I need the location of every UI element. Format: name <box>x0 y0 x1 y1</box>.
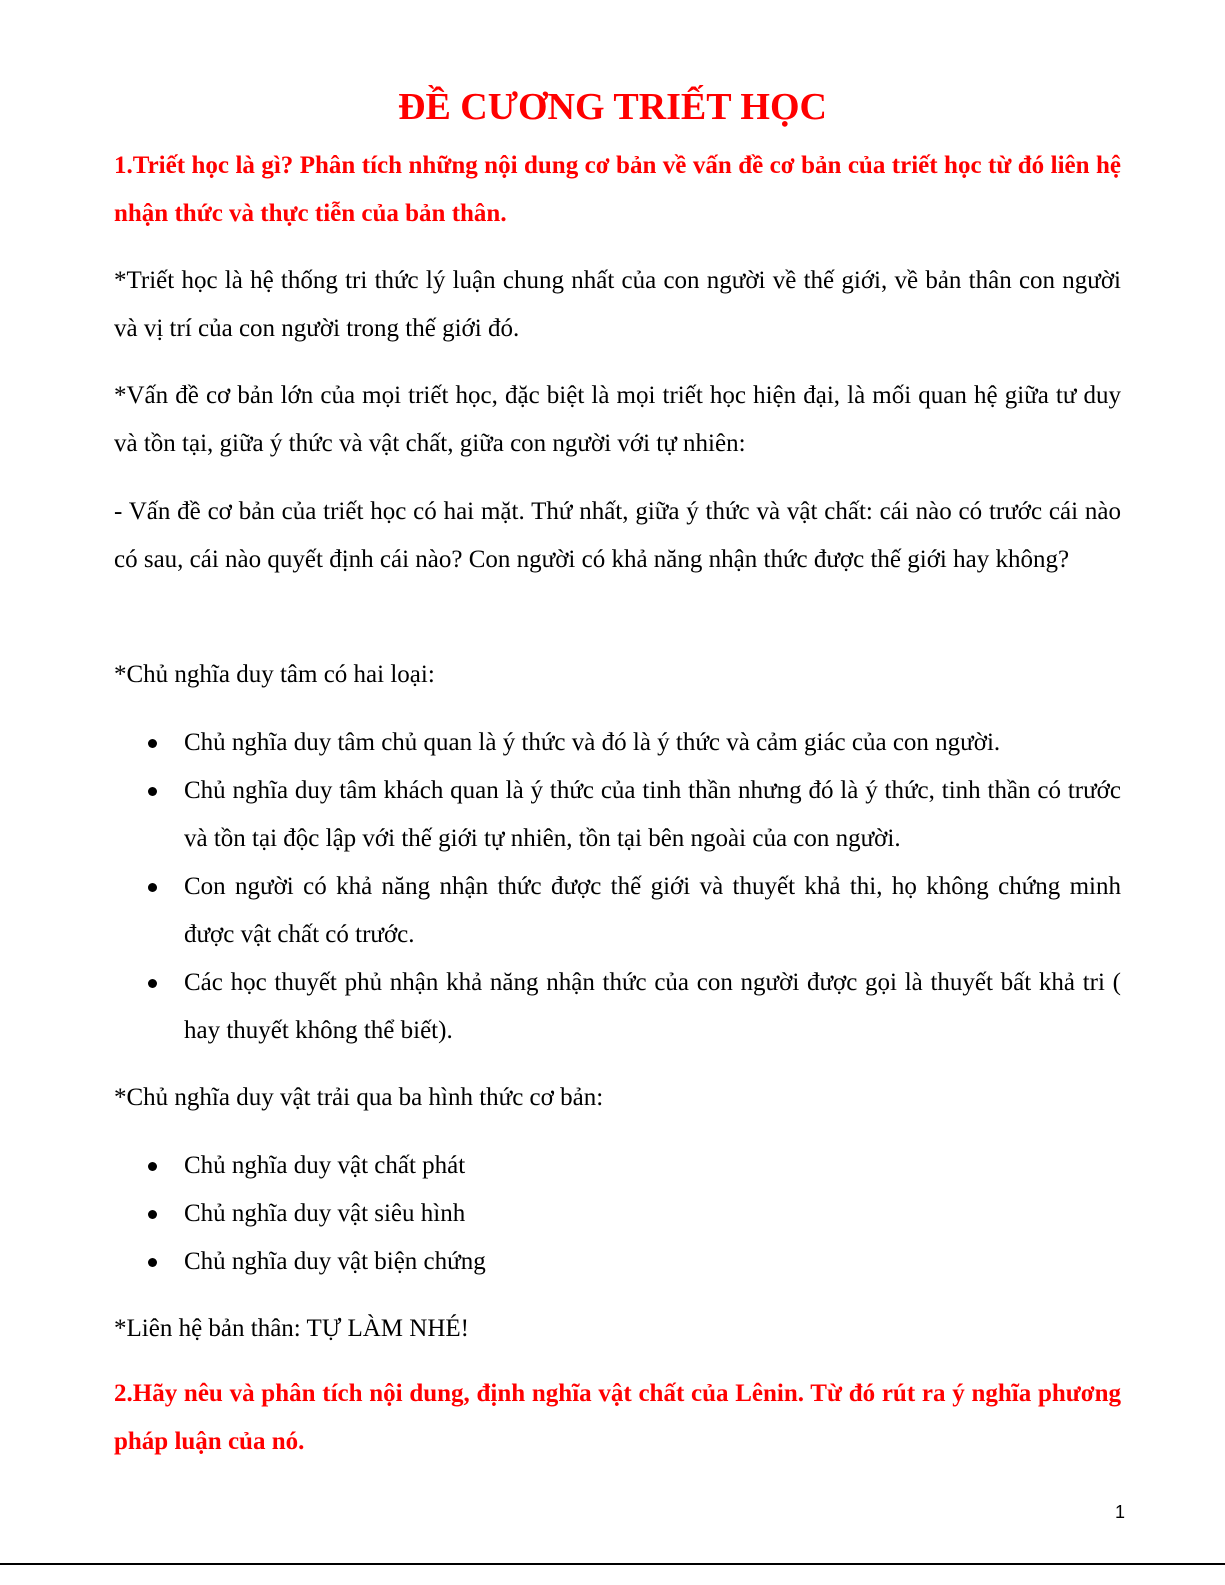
bullet-icon <box>148 883 157 892</box>
bullet-icon <box>148 739 157 748</box>
bullet-icon <box>148 787 157 796</box>
list-item: Các học thuyết phủ nhận khả năng nhận thức của con người được gọi là thuyết bất khả tri ( hay thuyết không thể biết). <box>114 959 1121 1055</box>
bullet-icon <box>148 1210 157 1219</box>
question-2-heading: 2.Hãy nêu và phân tích nội dung, định nghĩa vật chất của Lênin. Từ đó rút ra ý nghĩa phương pháp luận của nó. <box>114 1380 1121 1455</box>
list-item: Chủ nghĩa duy tâm khách quan là ý thức của tinh thần nhưng đó là ý thức, tinh thần có trước và tồn tại độc lập với thế giới tự nhiên, tồn tại bên ngoài của con người. <box>114 767 1121 863</box>
paragraph-definition: *Triết học là hệ thống tri thức lý luận chung nhất của con người về thế giới, về bản thân con người và vị trí của con người trong thế giới đó. <box>114 267 1121 342</box>
paragraph-idealism-intro: *Chủ nghĩa duy tâm có hai loại: <box>114 661 435 688</box>
paragraph-two-sides: - Vấn đề cơ bản của triết học có hai mặt. Thứ nhất, giữa ý thức và vật chất: cái nào có trước cái nào có sau, cái nào quyết định cái nào? Con người có khả năng nhận thức được thế giới hay không? <box>114 498 1121 573</box>
bullet-icon <box>148 1162 157 1171</box>
list-item: Chủ nghĩa duy tâm chủ quan là ý thức và đó là ý thức và cảm giác của con người. <box>114 719 1121 767</box>
bullet-icon <box>148 1258 157 1267</box>
paragraph-basic-problem: *Vấn đề cơ bản lớn của mọi triết học, đặc biệt là mọi triết học hiện đại, là mối quan hệ giữa tư duy và tồn tại, giữa ý thức và vật chất, giữa con người với tự nhiên: <box>114 382 1121 457</box>
page-number: 1 <box>1114 1502 1125 1522</box>
paragraph-self-reflection: *Liên hệ bản thân: TỰ LÀM NHÉ! <box>114 1315 469 1342</box>
question-1-heading: 1.Triết học là gì? Phân tích những nội dung cơ bản về vấn đề cơ bản của triết học từ đó liên hệ nhận thức và thực tiễn của bản thân. <box>114 152 1121 227</box>
list-item: Chủ nghĩa duy vật chất phát <box>114 1142 1121 1190</box>
bullet-icon <box>148 979 157 988</box>
list-item: Chủ nghĩa duy vật siêu hình <box>114 1190 1121 1238</box>
list-item: Chủ nghĩa duy vật biện chứng <box>114 1238 1121 1286</box>
document-title: ĐỀ CƯƠNG TRIẾT HỌC <box>398 86 827 128</box>
page-bottom-rule <box>0 1563 1225 1565</box>
list-item: Con người có khả năng nhận thức được thế giới và thuyết khả thi, họ không chứng minh được vật chất có trước. <box>114 863 1121 959</box>
materialism-list <box>114 1142 1121 1286</box>
paragraph-materialism-intro: *Chủ nghĩa duy vật trải qua ba hình thức cơ bản: <box>114 1084 604 1111</box>
idealism-list <box>114 719 1121 1055</box>
